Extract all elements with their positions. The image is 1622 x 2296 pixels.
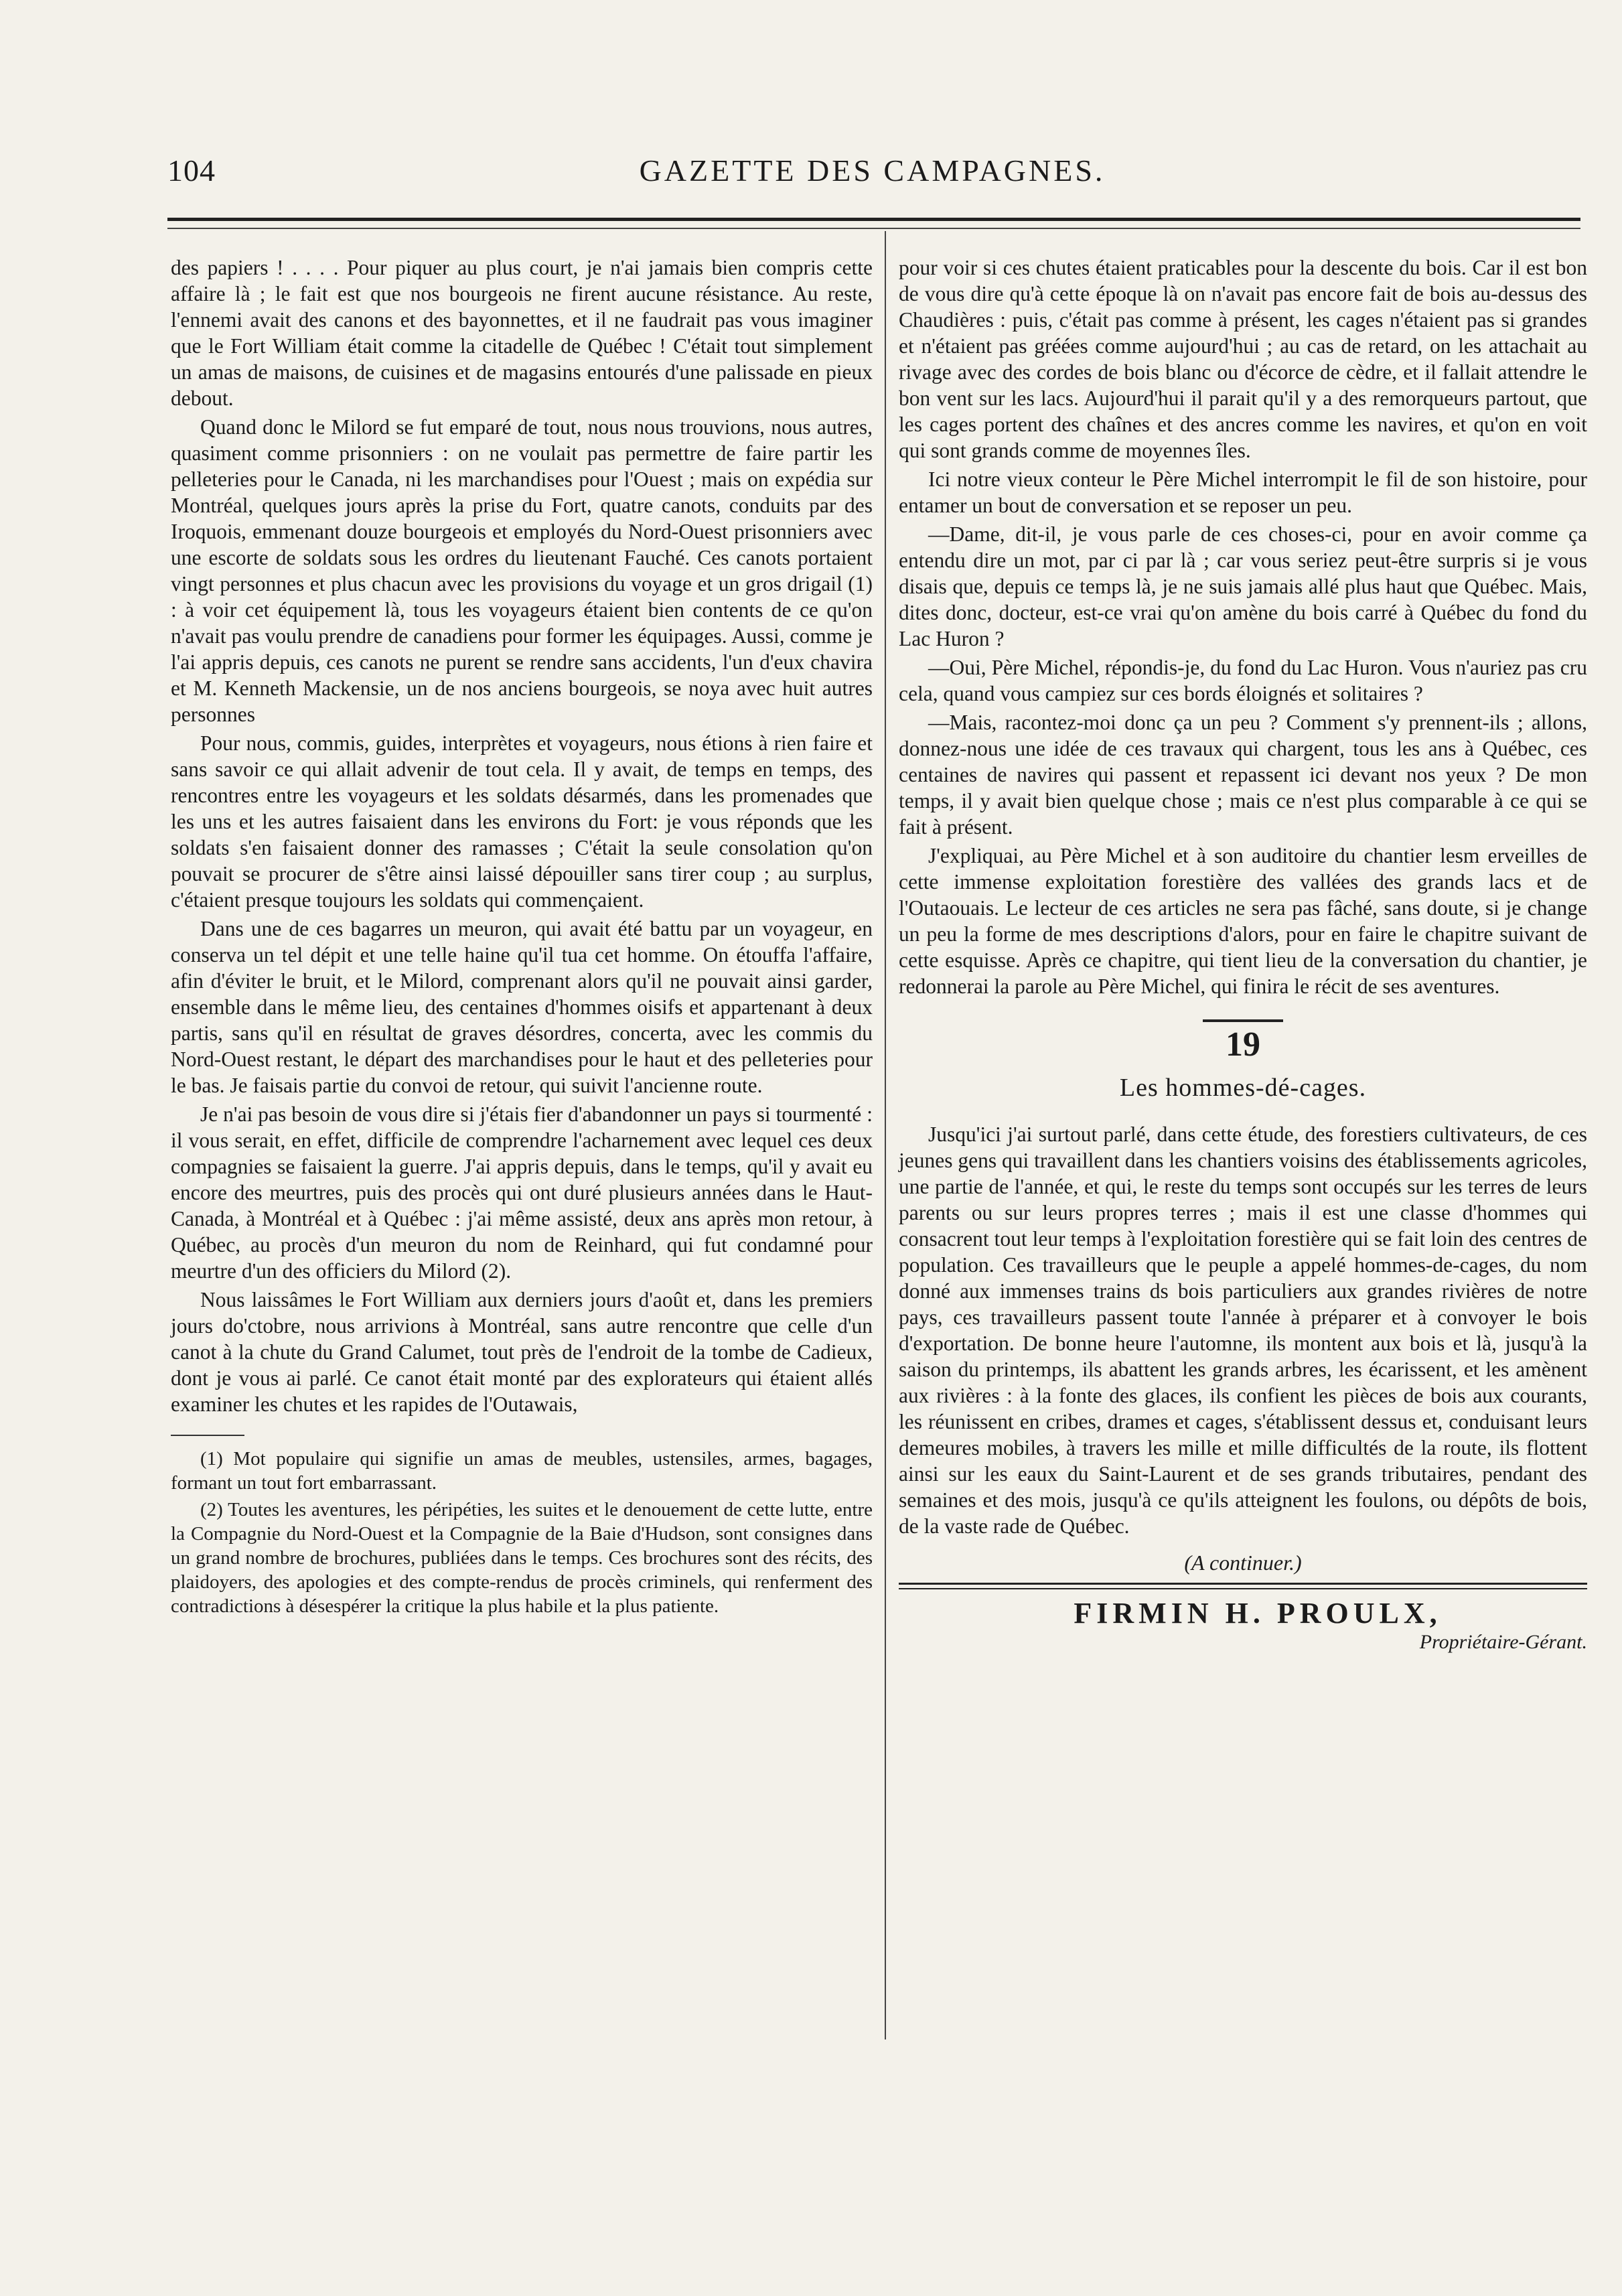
page-header (161, 153, 1584, 193)
paragraph: Ici notre vieux conteur le Père Michel interrompit le fil de son histoire, pour entamer un bout de conversation et se reposer un peu. (899, 468, 1587, 517)
paragraph: —Dame, dit-il, je vous parle de ces choses-ci, pour en avoir comme ça entendu dire un mot, par ci par là ; car vous seriez peut-être surpris si je vous disais que, depuis ce temps là, je ne suis jamais allé plus haut que Québec. Mais, dites donc, docteur, est-ce vrai qu'on amène du bois carré à Québec du fond du Lac Huron ? (899, 522, 1587, 650)
journal-title: GAZETTE DES CAMPAGNES. (639, 153, 1106, 188)
proprietor-name: FIRMIN H. PROULX, (1074, 1597, 1442, 1630)
section-rule (1203, 1019, 1283, 1022)
paragraph: pour voir si ces chutes étaient praticables pour la descente du bois. Car il est bon de vous dire qu'à cette époque là on n'avait pas encore fait de bois au-dessus des Chaudières : puis, c'était pas comme à présent, les cages n'étaient pas si grandes et n'étaient pas gréées comme aujourd'hui ; au cas de retard, on les attachait au rivage avec des cordes de bois blanc ou d'écorce de cèdre, et il fallait attendre le bon vent sur les lacs. Aujourd'hui il parait qu'il y a des remorqueurs partout, que les cages portent des chaînes et des ancres comme les navires, et qu'on en voit qui sont grands comme de moyennes îles. (899, 256, 1587, 462)
left-column (171, 255, 873, 1621)
paragraph: Quand donc le Milord se fut emparé de tout, nous nous trouvions, nous autres, quasiment comme prisonniers : on ne voulait pas permettre de faire partir les pelleteries pour le Canada, ni les marchandises pour l'Ouest ; mais on expédia sur Montréal, quelques jours après la prise du Fort, quatre canots, conduits par des Iroquois, emmenant douze bourgeois et employés du Nord-Ouest prisonniers avec une escorte de soldats sous les ordres du lieutenant Fauché. Ces canots portaient vingt personnes et plus chacun avec les provisions du voyage et un gros drigail (1) : à voir cet équipement là, tous les voyageurs étaient bien contents de ce qu'on n'avait pas voulu prendre de canadiens pour former les équipages. Aussi, comme je l'ai appris depuis, ces canots ne purent se rendre sans accidents, l'un d'eux chavira et M. Kenneth Mackensie, un de nos anciens bourgeois, se noya avec huit autres personnes (171, 415, 873, 726)
footnote: (2) Toutes les aventures, les péripéties, les suites et le denouement de cette lutte, entre la Compagnie du Nord-Ouest et la Compagnie de la Baie d'Hudson, sont consignes dans un grand nombre de brochures, publiées dans le temps. Ces brochures sont des récits, des plaidoyers, des apologies et des compte-rendus de procès criminels, qui renferment des contradictions à désespérer la critique la plus habile et la plus patiente. (171, 1499, 873, 1617)
paragraph: des papiers ! . . . . Pour piquer au plus court, je n'ai jamais bien compris cette affaire là ; le fait est que nos bourgeois ne firent aucune résistance. Au reste, l'ennemi avait des canons et des bayonnettes, et il ne faudrait pas vous imaginer que le Fort William était comme la citadelle de Québec ! C'était tout simplement un amas de maisons, de cuisines et de magasins entourés d'une palissade en pieux debout. (171, 256, 873, 410)
signature-rule (899, 1583, 1587, 1589)
paragraph: Nous laissâmes le Fort William aux derniers jours d'août et, dans les premiers jours do'ctobre, nous arrivions à Montréal, sans autre rencontre que celle d'un canot à la chute du Grand Calumet, tout près de l'endroit de la tombe de Cadieux, dont je vous ai parlé. Ce canot était monté par des explorateurs qui étaient allés examiner les chutes et les rapides de l'Outawais, (171, 1288, 873, 1416)
paragraph: Je n'ai pas besoin de vous dire si j'étais fier d'abandonner un pays si tourmenté : il vous serait, en effet, difficile de comprendre l'acharnement avec lequel ces deux compagnies se faisaient la guerre. J'ai appris depuis, dans le temps, qu'il y avait eu encore des meurtres, puis des procès qui ont duré plusieurs années dans le Haut-Canada, à Montréal et à Québec : j'ai même assisté, deux ans après mon retour, à Québec, au procès d'un meuron du nom de Reinhard, qui fut condamné pour meurtre d'un des officiers du Milord (2). (171, 1102, 873, 1283)
paragraph: J'expliquai, au Père Michel et à son auditoire du chantier lesm erveilles de cette immense exploitation forestière des vallées des grands lacs et de l'Outaouais. Le lecteur de ces articles ne sera pas fâché, sans doute, si je change un peu la forme de mes descriptions d'alors, pour en faire le chapitre suivant de cette esquisse. Après ce chapitre, qui tient lieu de la conversation du chantier, je redonnerai la parole au Père Michel, qui finira le récit de ses aventures. (899, 844, 1587, 998)
paragraph: —Mais, racontez-moi donc ça un peu ? Comment s'y prennent-ils ; allons, donnez-nous une idée de ces travaux qui chargent, tous les ans à Québec, ces centaines de navires qui passent et repassent ici devant nos yeux ? De mon temps, il y avait bien quelque chose ; mais ce n'est plus comparable à ce qui se fait à présent. (899, 711, 1587, 839)
column-divider (885, 231, 886, 2039)
footnote: (1) Mot populaire qui signifie un amas de meubles, ustensiles, armes, bagages, formant un tout fort embarrassant. (171, 1448, 873, 1494)
section-number: 19 (1226, 1025, 1260, 1064)
footnote-rule (171, 1435, 244, 1436)
to-continue-note: (A continuer.) (1184, 1551, 1302, 1575)
paragraph: Dans une de ces bagarres un meuron, qui avait été battu par un voyageur, en conserva un tel dépit et une telle haine qu'il tua cet homme. On étouffa l'affaire, afin d'éviter le bruit, et le Milord, comprenant alors qu'il ne pouvait ainsi garder, ensemble dans le même lieu, des centaines d'hommes oisifs et appartenant à deux partis, sans qu'il en résultat de graves désordres, concerta, avec les commis du Nord-Ouest restant, le départ des marchandises pour le haut et des pelleteries pour le bas. Je faisais partie du convoi de retour, qui suivit l'ancienne route. (171, 917, 873, 1097)
paragraph: Pour nous, commis, guides, interprètes et voyageurs, nous étions à rien faire et sans savoir ce qui allait advenir de tout cela. Il y avait, de temps en temps, des rencontres entre les voyageurs et les soldats désarmés, dans les promenades que les uns et les autres faisaient dans les environs du Fort: je vous réponds que les soldats s'en faisaient donner des ramasses ; C'était la seule consolation qu'on pouvait se procurer de s'être ainsi laissé dépouiller sans tirer coup ; au surplus, c'étaient presque toujours les soldats qui commençaient. (171, 731, 873, 912)
right-column (899, 255, 1587, 1658)
header-rule (167, 218, 1580, 229)
page-number: 104 (167, 153, 216, 188)
proprietor-role: Propriétaire-Gérant. (1419, 1631, 1587, 1653)
paragraph: —Oui, Père Michel, répondis-je, du fond du Lac Huron. Vous n'auriez pas cru cela, quand vous campiez sur ces bords éloignés et solitaires ? (899, 656, 1587, 705)
section-title: Les hommes-dé-cages. (1119, 1074, 1367, 1102)
paragraph: Jusqu'ici j'ai surtout parlé, dans cette étude, des forestiers cultivateurs, de ces jeunes gens qui travaillent dans les chantiers voisins des établissements agricoles, une partie de l'année, et qui, le reste du temps sont occupés sur les terres de leurs parents ou sur leurs propres terres ; mais il est une classe d'hommes qui consacrent tout leur temps à l'exploitation forestière qui se fait loin des centres de population. Ces travailleurs que le peuple a appelé hommes-de-cages, du nom donné aux immenses trains ds bois particuliers aux grandes rivières de notre pays, ces travailleurs passent toute l'année à préparer et à convoyer le bois d'exportation. De bonne heure l'automne, ils montent aux bois et là, jusqu'à la saison du printemps, ils abattent les grands arbres, les écarissent, et les amènent aux rivières : à la fonte des glaces, ils confient les pièces de bois aux courants, les réunissent en cribes, drames et cages, s'établissent dessus et, conduisant leurs demeures mobiles, à travers les mille et mille difficultés de la route, ils flottent ainsi sur les eaux du Saint-Laurent et de ses grands tributaires, pendant des semaines et des mois, jusqu'à ce qu'ils atteignent les foulons, ou dépôts de bois, de la vaste rade de Québec. (899, 1123, 1587, 1538)
